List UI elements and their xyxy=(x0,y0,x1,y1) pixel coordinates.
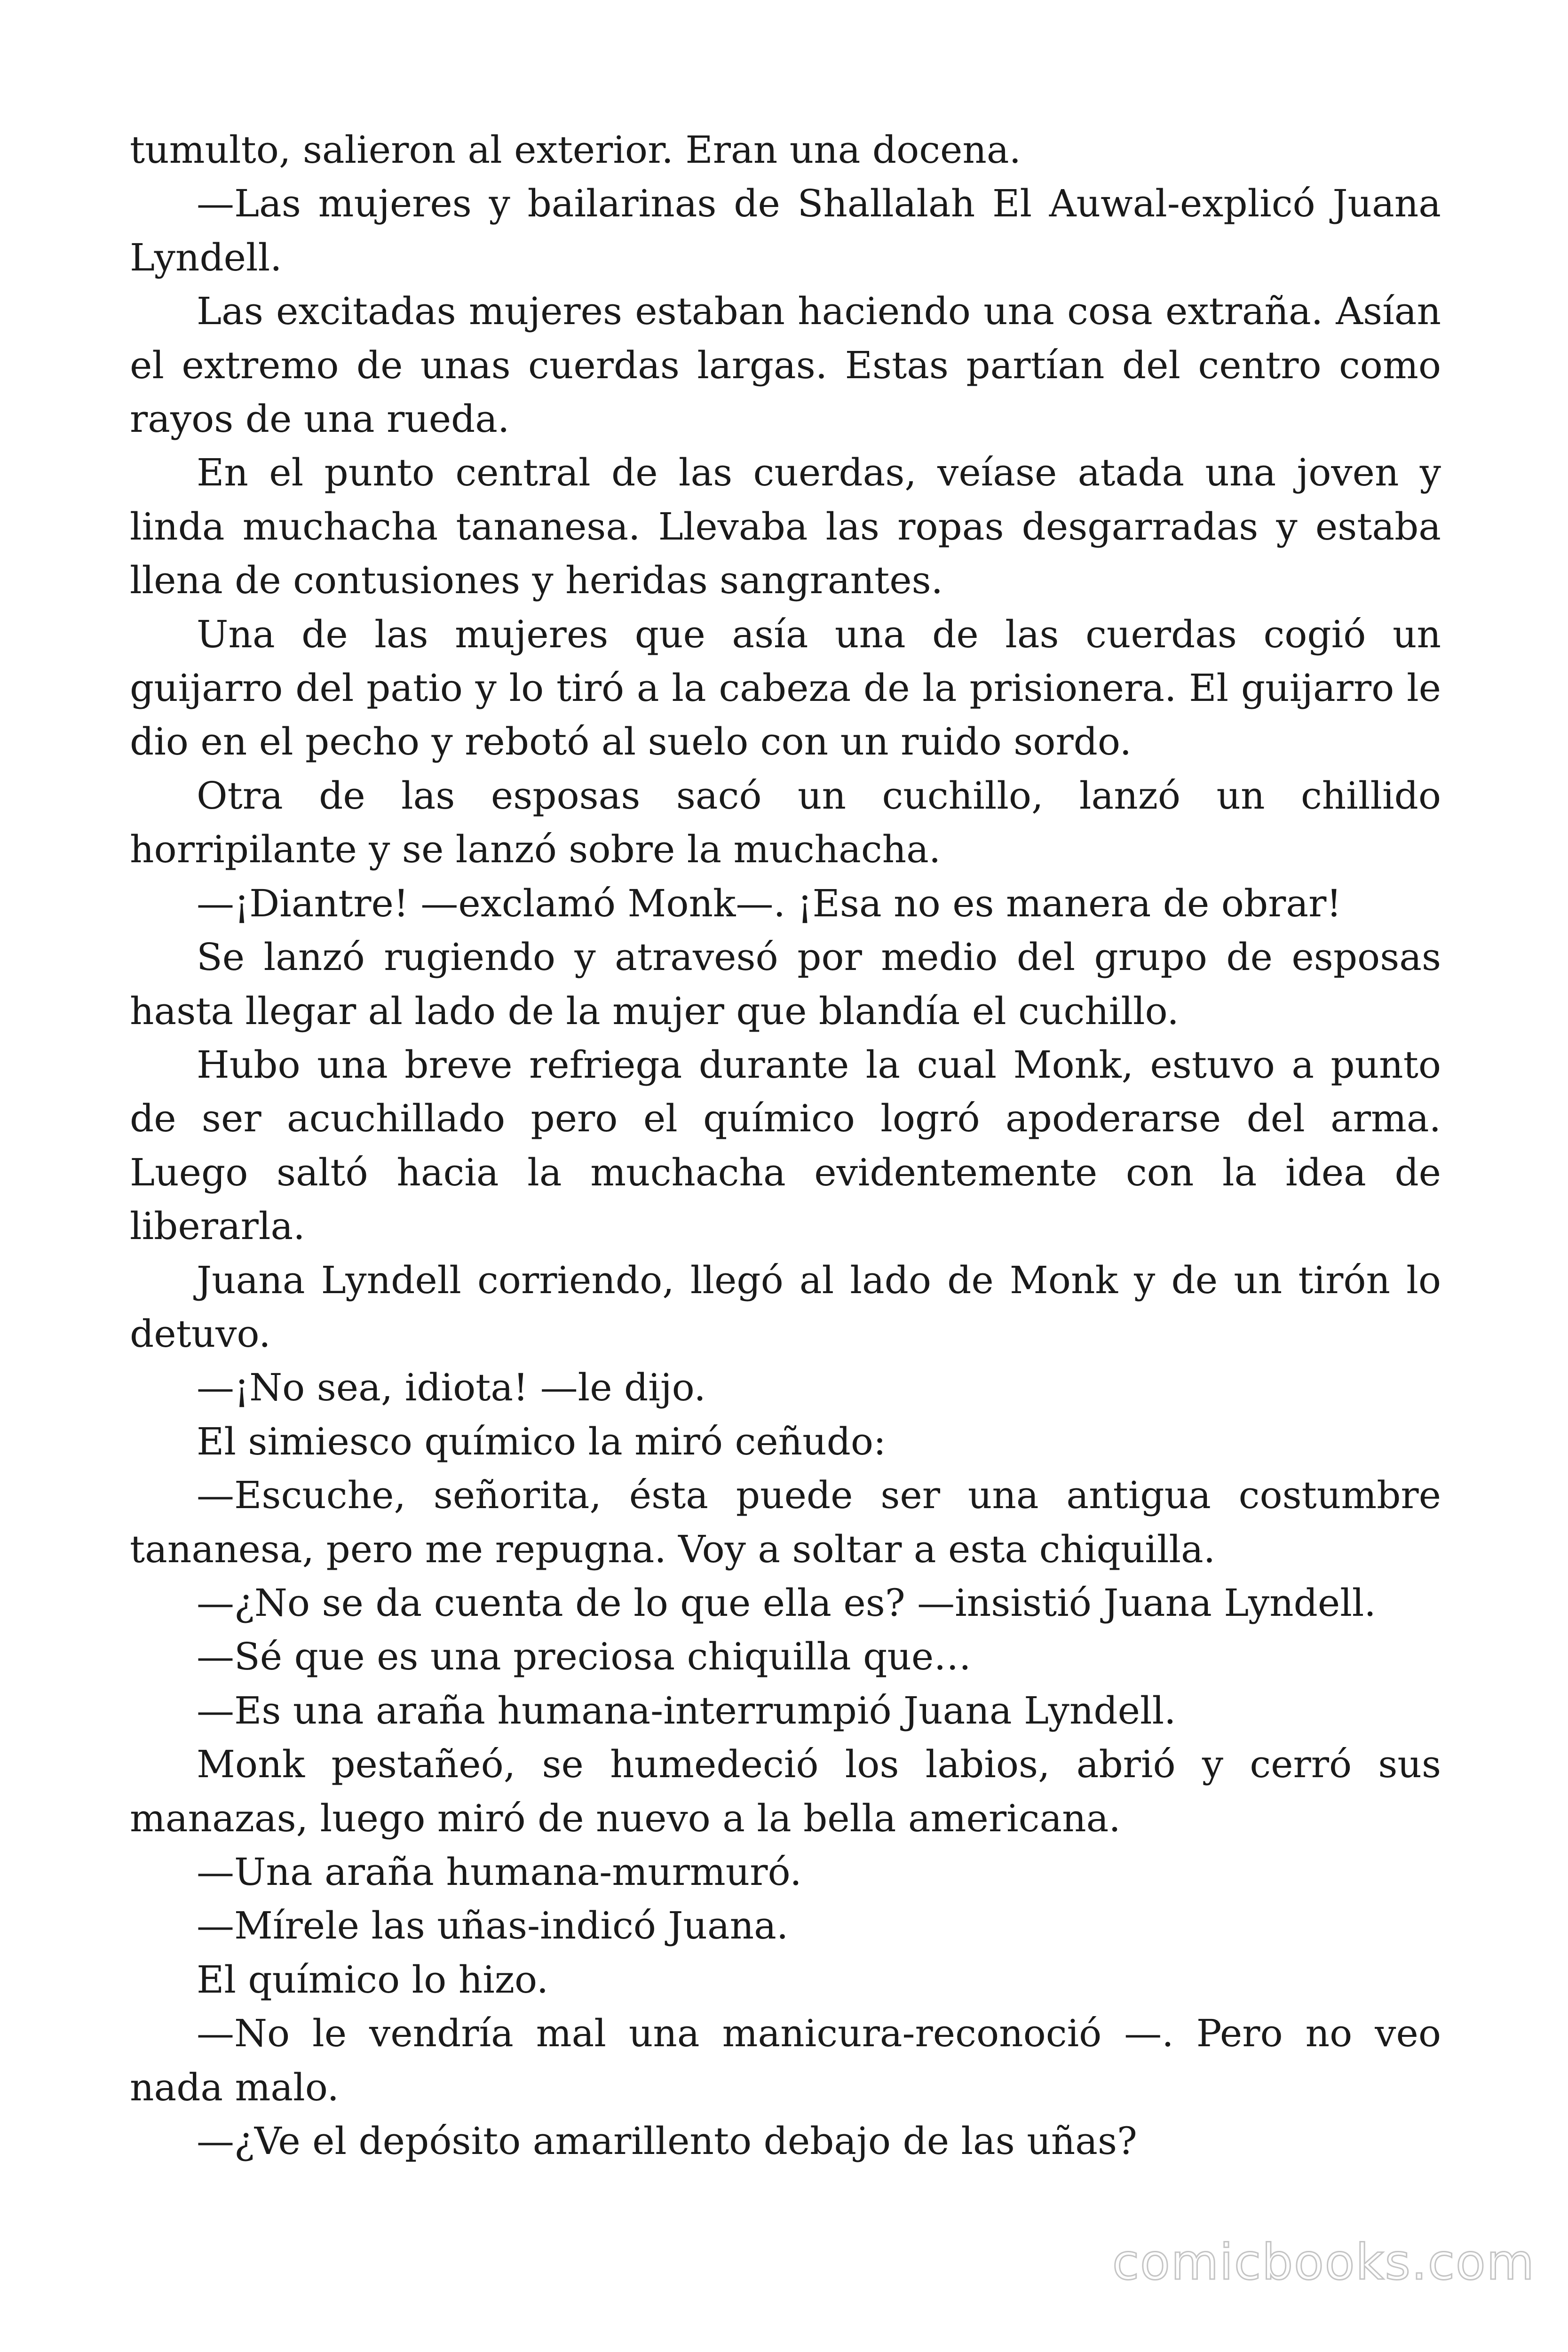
paragraph: Otra de las esposas sacó un cuchillo, lanzó un chillido horripilante y se lanzó sobre la muchacha. xyxy=(130,773,1441,872)
paragraph: —Escuche, señorita, ésta puede ser una antigua costumbre tananesa, pero me repugna. Voy a soltar a esta chiquilla. xyxy=(130,1473,1441,1571)
paragraph: —¿No se da cuenta de lo que ella es? —insistió Juana Lyndell. xyxy=(197,1581,1376,1625)
paragraph: El químico lo hizo. xyxy=(197,1957,549,2002)
paragraph: tumulto, salieron al exterior. Eran una docena. xyxy=(130,128,1022,172)
paragraph: Las excitadas mujeres estaban haciendo una cosa extraña. Asían el extremo de unas cuerdas largas. Estas partían del centro como rayos de una rueda. xyxy=(130,289,1441,441)
paragraph: Una de las mujeres que asía una de las cuerdas cogió un guijarro del patio y lo tiró a la cabeza de la prisionera. El guijarro le dio en el pecho y rebotó al suelo con un ruido sordo. xyxy=(130,612,1441,764)
paragraph: El simiesco químico la miró ceñudo: xyxy=(197,1419,886,1463)
paragraph: —Es una araña humana-interrumpió Juana Lyndell. xyxy=(197,1688,1176,1732)
paragraph: En el punto central de las cuerdas, veíase atada una joven y linda muchacha tananesa. Llevaba las ropas desgarradas y estaba llena de contusiones y heridas sangrantes. xyxy=(130,451,1441,603)
paragraph: —Una araña humana-murmuró. xyxy=(197,1850,802,1894)
paragraph: —¡Diantre! —exclamó Monk—. ¡Esa no es manera de obrar! xyxy=(197,881,1342,925)
paragraph: Monk pestañeó, se humedeció los labios, abrió y cerró sus manazas, luego miró de nuevo a la bella americana. xyxy=(130,1742,1441,1840)
paragraph: —Sé que es una preciosa chiquilla que… xyxy=(197,1635,972,1679)
paragraph: Hubo una breve refriega durante la cual Monk, estuvo a punto de ser acuchillado pero el químico logró apoderarse del arma. Luego saltó hacia la muchacha evidentemente con la idea de liberarla. xyxy=(130,1042,1441,1248)
paragraph: Se lanzó rugiendo y atravesó por medio del grupo de esposas hasta llegar al lado de la mujer que blandía el cuchillo. xyxy=(130,935,1441,1033)
watermark: comicbooks.com xyxy=(1112,2233,1535,2291)
paragraph: —Mírele las uñas-indicó Juana. xyxy=(197,1904,789,1948)
paragraph: —¿Ve el depósito amarillento debajo de las uñas? xyxy=(197,2119,1137,2163)
paragraph: —No le vendría mal una manicura-reconoció —. Pero no veo nada malo. xyxy=(130,2011,1441,2109)
body-text xyxy=(130,123,1441,2168)
paragraph: Juana Lyndell corriendo, llegó al lado de Monk y de un tirón lo detuvo. xyxy=(130,1258,1441,1356)
paragraph: —Las mujeres y bailarinas de Shallalah El Auwal-explicó Juana Lyndell. xyxy=(130,182,1441,279)
paragraph: —¡No sea, idiota! —le dijo. xyxy=(197,1366,706,1410)
